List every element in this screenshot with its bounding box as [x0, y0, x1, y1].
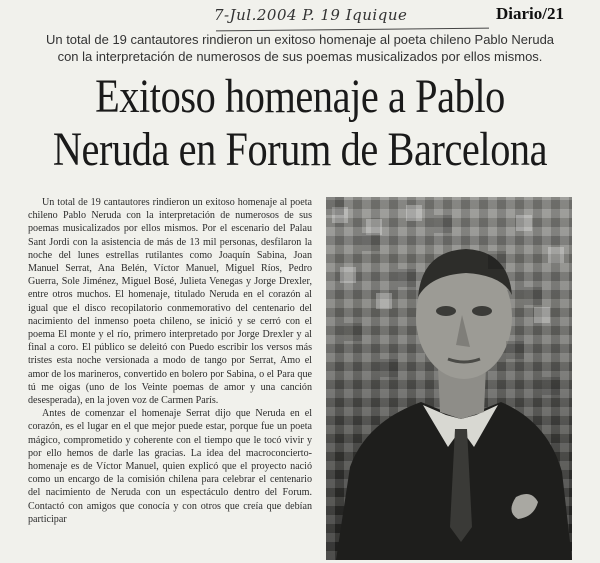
- poet-portrait-photo: [326, 197, 572, 560]
- deck-line: Un total de 19 cantautores rindieron un exitoso homenaje al poeta chileno Pablo Neruda: [45, 32, 555, 47]
- headline-line: Exitoso homenaje a Pablo: [95, 70, 505, 123]
- portrait-illustration: [326, 197, 572, 560]
- article-body: [28, 196, 312, 560]
- article-deck: [0, 31, 600, 65]
- headline-line: Neruda en Forum de Barcelona: [52, 123, 548, 176]
- body-paragraph: Antes de comenzar el homenaje Serrat dijo que Neruda en el corazón, es el lugar en el que mejor puede estar, porque fue un poeta mágico, comprometido y coherente con el tiempo que le tocó vivir y por ello hemos de darle las gracias. La idea del macroconcierto-homenaje es de Víctor Manuel, quien explicó que el proyecto nació como un encargo de la comisión chilena para celebrar el centenario del nacimiento de Neruda con un espectáculo dentro del Forum. Contactó con amigos que conocía y con otros que creía que debían participar: [28, 408, 312, 525]
- newspaper-name: Diario/21: [496, 4, 564, 23]
- body-paragraph: Un total de 19 cantautores rindieron un exitoso homenaje al poeta chileno Pablo Neruda con la interpretación de numerosos de sus poemas musicalizados por ellos mismos. Por el escenario del Palau Sant Jordi con la asistencia de más de 13 mil personas, desfilaron la noche del lunes estrellas rutilantes como Joaquín Sabina, Joan Manuel Serrat, Ana Belén, Víctor Manuel, Miguel Ríos, Pedro Guerra, Sole Jiménez, Miguel Bosé, Julieta Venegas y Jorge Drexler, entre otros muchos. El homenaje, titulado Neruda en el corazón al igual que el disco recopilatorio conmemorativo del centenario del nacimiento del inmenso poeta chileno, se inició y se cerró con el poema El monte y el río, primero interpretado por Jorge Drexler y al final a coro. El público se deleitó con Puedo escribir los versos más tristes esta noche versionada a modo de tango por Serrat, Amo el amor de los marineros, convertido en bolero por Sabina, o el Para que tú me oigas (uno de los Veinte poemas de amor y una canción desesperada), en la joven voz de Carmen París.: [28, 197, 312, 407]
- deck-line: con la interpretación de numerosos de sus poemas musicalizados por ellos mismos.: [57, 49, 543, 64]
- handwritten-date-note: [214, 6, 489, 30]
- article-headline: [48, 70, 552, 176]
- handwritten-note-text: 7-Jul.2004 P. 19 Iquique: [214, 6, 408, 24]
